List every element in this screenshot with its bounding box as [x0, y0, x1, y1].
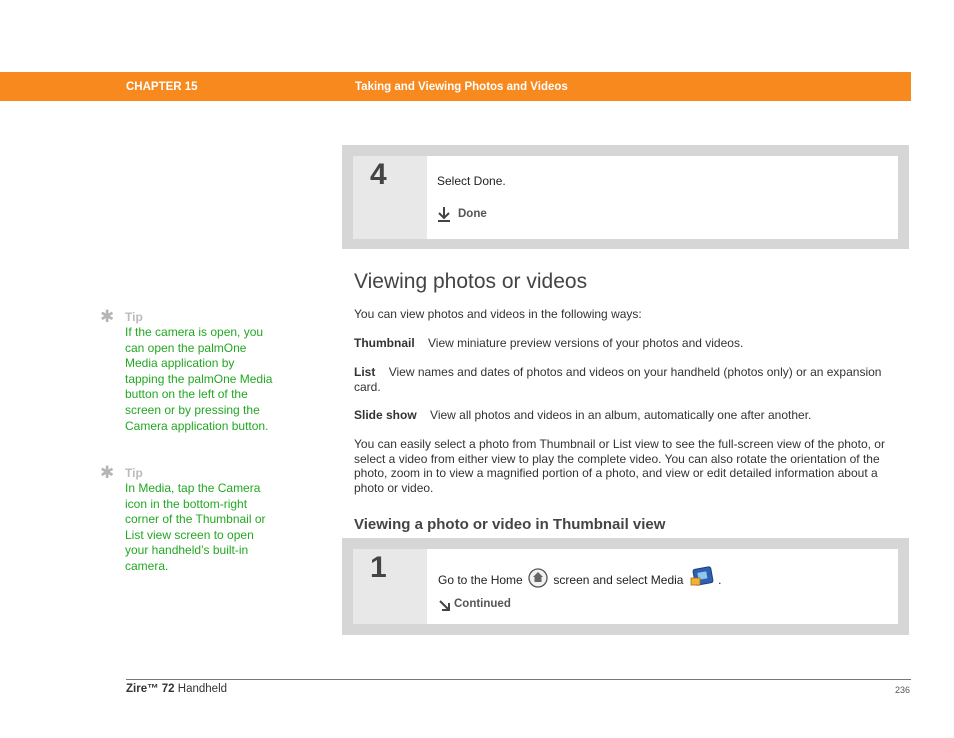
slideshow-description: View all photos and videos in an album, automatically one after another. [430, 408, 812, 422]
continued-label: Continued [454, 598, 511, 610]
step-number: 1 [370, 551, 387, 584]
footer-product-suffix: Handheld [177, 683, 228, 695]
body-paragraph: You can easily select a photo from Thumbnail or List view to see the full-screen view of the photo, or select a video from either view to play the complete video. You can also rotate the orientation of the photo, zoom in to view a magnified portion of a photo, and view or edit detailed information about a photo or video. [354, 437, 885, 495]
term-thumbnail: Thumbnail [354, 336, 415, 350]
step-4-text: Select Done. [437, 174, 506, 188]
step-1-content [427, 549, 898, 624]
tip-label: Tip [125, 466, 143, 480]
footer-rule [126, 679, 911, 680]
intro-paragraph: You can view photos and videos in the following ways: [354, 307, 642, 321]
chapter-title: Taking and Viewing Photos and Videos [355, 81, 568, 93]
footer-product-name: Zire™ 72 [126, 683, 175, 695]
thumbnail-definition [354, 336, 910, 351]
step-1-text-end: . [718, 573, 722, 587]
step-1-text [438, 566, 722, 588]
chapter-header-bar [0, 72, 911, 101]
tip-label: Tip [125, 310, 143, 324]
term-list: List [354, 365, 376, 379]
tip-text: If the camera is open, you can open the palmOne Media application by tapping the palmOne Media button on the left of the screen or by pressing the Camera application button. [125, 325, 273, 433]
slideshow-definition [354, 408, 910, 423]
tip-text: In Media, tap the Camera icon in the bottom-right corner of the Thumbnail or List view screen to open your handheld’s built-in camera. [125, 481, 266, 573]
step-1-box [342, 538, 909, 635]
step-4-box [342, 145, 909, 249]
section-title: Viewing photos or videos [354, 270, 588, 293]
down-arrow-icon [437, 206, 451, 222]
step-number: 4 [370, 158, 387, 191]
media-icon [689, 566, 715, 588]
list-description: View names and dates of photos and videos on your handheld (photos only) or an expansion card. [354, 365, 882, 394]
tip-asterisk-icon: ✱ [100, 463, 115, 482]
list-definition [354, 365, 910, 394]
chapter-number: CHAPTER 15 [126, 81, 198, 93]
thumbnail-description: View miniature preview versions of your photos and videos. [428, 336, 744, 350]
step-1-number-cell [353, 549, 427, 624]
continued-arrow-icon [438, 599, 451, 612]
step-4-content [427, 156, 898, 239]
footer-product [126, 683, 227, 695]
step-1-text-middle: screen and select Media [553, 573, 684, 587]
tip-asterisk-icon: ✱ [100, 307, 115, 326]
step-4-number-cell [353, 156, 427, 239]
step-1-text-before: Go to the Home [438, 573, 523, 587]
page-number: 236 [895, 685, 911, 695]
home-icon [528, 568, 548, 588]
done-label: Done [458, 208, 487, 220]
subsection-title: Viewing a photo or video in Thumbnail view [354, 516, 666, 533]
term-slideshow: Slide show [354, 408, 417, 422]
